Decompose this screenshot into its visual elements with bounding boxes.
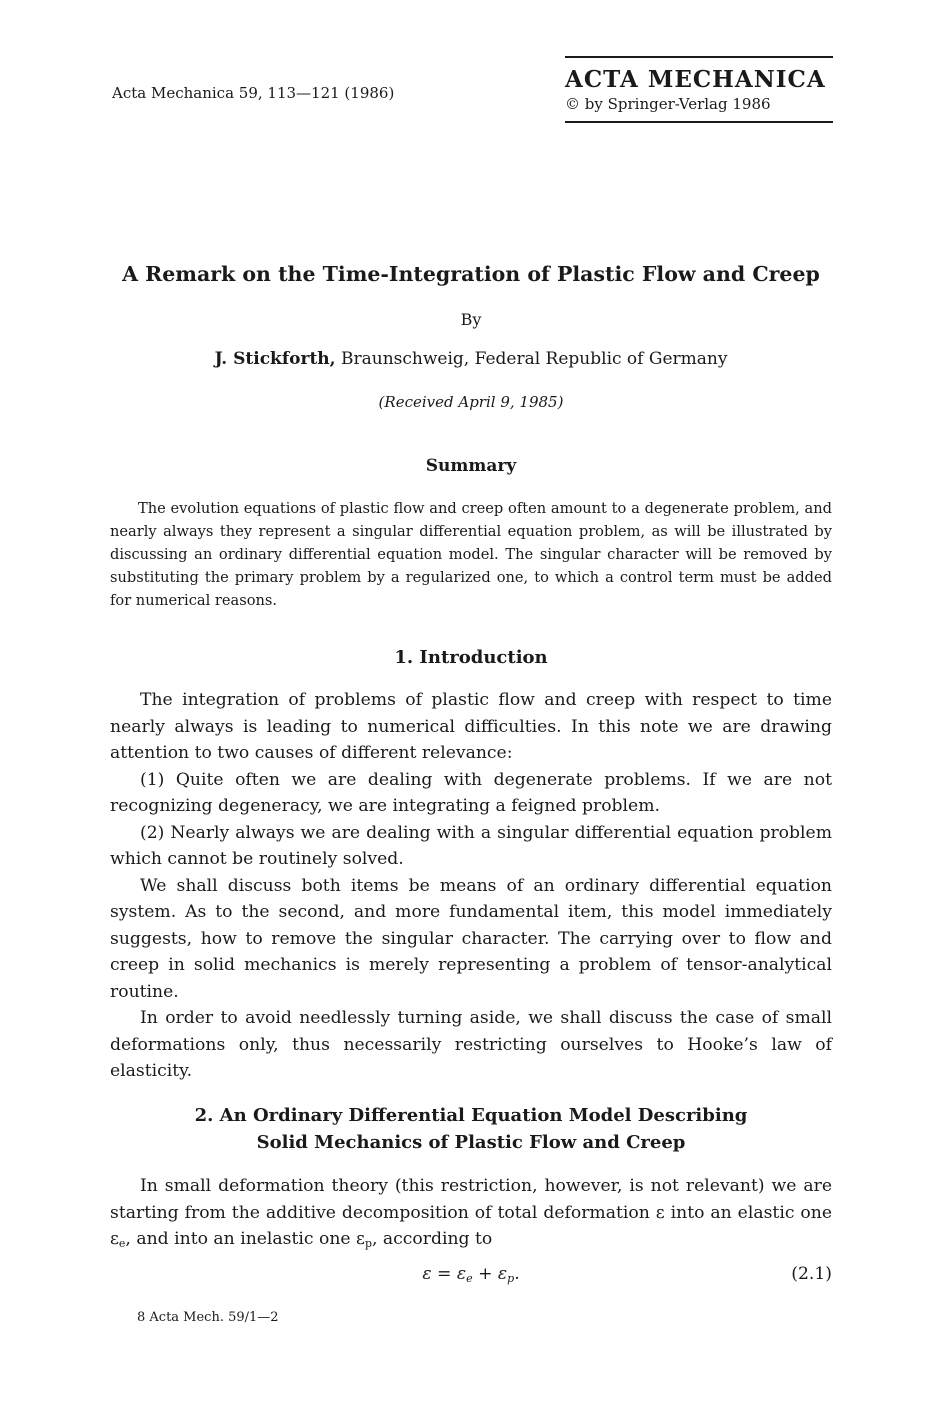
journal-name: ACTA MECHANICA	[565, 66, 826, 93]
subscript: e	[118, 1237, 126, 1250]
author-name: J. Stickforth,	[214, 349, 336, 369]
section-2-heading-line-1: 2. An Ordinary Differential Equation Model Describing	[194, 1105, 748, 1126]
subscript: p	[364, 1237, 372, 1250]
section-1-body	[110, 687, 832, 1085]
equation-formula	[110, 1264, 832, 1285]
citation: Acta Mechanica 59, 113—121 (1986)	[112, 84, 395, 102]
author-affiliation: Braunschweig, Federal Republic of Germany	[341, 349, 728, 369]
eq-part: ε = ε	[422, 1264, 467, 1284]
section-2-heading-line-2: Solid Mechanics of Plastic Flow and Creep	[256, 1132, 686, 1153]
summary-heading: Summary	[425, 456, 517, 476]
paragraph: We shall discuss both items be means of an ordinary differential equation system. As to the second, and more fundamental item, this model immediately suggests, how to remove the singular character. The carrying over to flow and creep in solid mechanics is merely representing a problem of tensor-analytical routine.	[110, 875, 832, 1002]
summary-text: The evolution equations of plastic flow and creep often amount to a degenerate problem, and nearly always they represent a singular differential equation problem, as will be illustrated by discussing an ordinary differential equation model. The singular character will be removed by substituting the primary problem by a regularized one, to which a control term must be added for numerical reasons.	[110, 500, 832, 609]
journal-masthead	[565, 56, 833, 123]
paragraph	[110, 1173, 832, 1258]
section-2-body	[110, 1173, 832, 1258]
section-1-heading: 1. Introduction	[394, 647, 548, 668]
eq-part: .	[514, 1264, 520, 1284]
received-date: (Received April 9, 1985)	[378, 393, 564, 411]
paragraph: The integration of problems of plastic flow and creep with respect to time nearly always is leading to numerical difficulties. In this note we are drawing attention to two causes of different relevance:	[110, 690, 832, 763]
eq-part: + ε	[472, 1264, 508, 1284]
equation-2-1	[110, 1264, 832, 1292]
subscript: e	[466, 1272, 473, 1285]
page-footer: 8 Acta Mech. 59/1—2	[137, 1310, 279, 1325]
text-run: , and into an inelastic one ε	[125, 1229, 365, 1249]
by-line: By	[460, 310, 482, 329]
paragraph: (1) Quite often we are dealing with degenerate problems. If we are not recognizing degeneracy, we are integrating a feigned problem.	[110, 769, 832, 816]
copyright: © by Springer-Verlag 1986	[565, 95, 771, 113]
paragraph: (2) Nearly always we are dealing with a singular differential equation problem which cannot be routinely solved.	[110, 822, 832, 869]
paper-title: A Remark on the Time-Integration of Plastic Flow and Creep	[122, 262, 820, 286]
author-line	[110, 349, 832, 369]
equation-number: (2.1)	[791, 1264, 832, 1284]
subscript: p	[507, 1272, 515, 1285]
section-2-heading	[110, 1102, 832, 1156]
text-run: In small deformation theory (this restriction, however, is not relevant) we are starting from the additive decomposition of total deformation ε into an elastic one ε	[110, 1176, 832, 1249]
paragraph: In order to avoid needlessly turning aside, we shall discuss the case of small deformations only, thus necessarily restricting ourselves to Hooke’s law of elasticity.	[110, 1008, 832, 1081]
text-run: , according to	[372, 1229, 493, 1249]
